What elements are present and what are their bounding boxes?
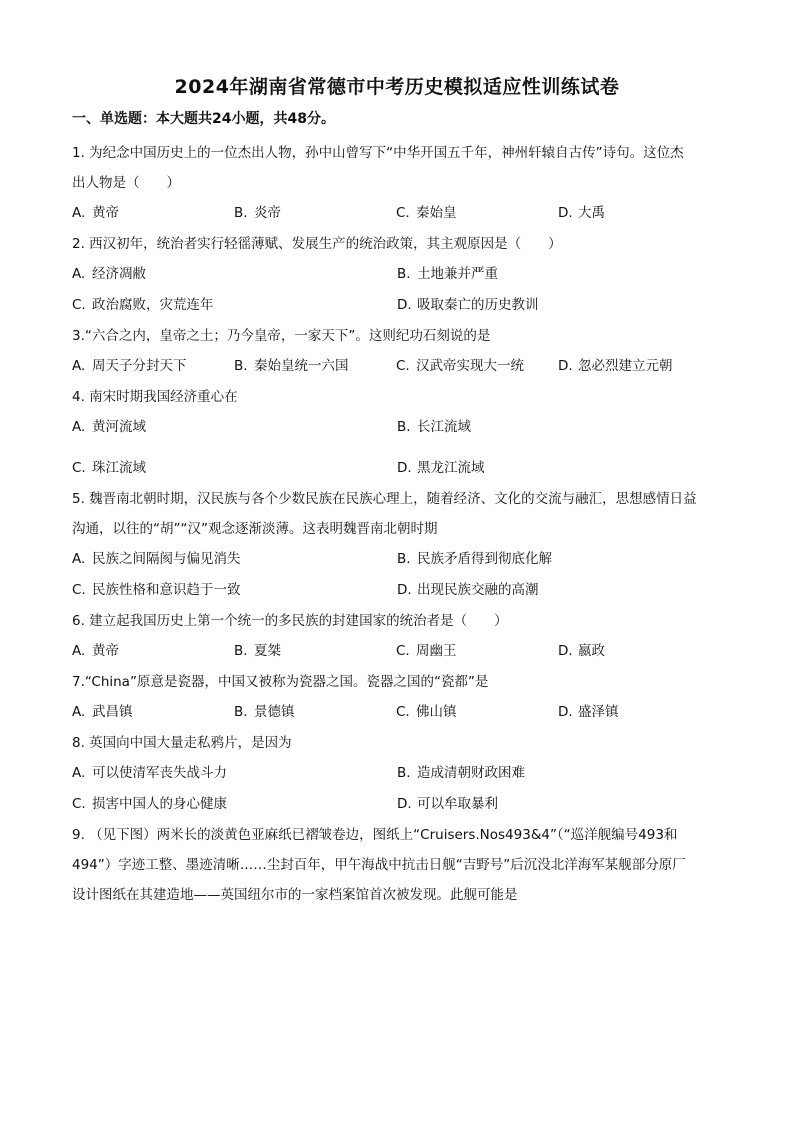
option-text: 土地兼并严重 — [417, 266, 498, 282]
option-row — [72, 758, 732, 789]
option-d — [397, 290, 722, 321]
option-text: 可以使清军丧失战斗力 — [92, 765, 227, 781]
option-a — [72, 636, 234, 667]
option-label: C. — [72, 582, 86, 598]
option-text: 盛泽镇 — [578, 704, 619, 720]
question-3 — [72, 321, 732, 382]
option-label: C. — [72, 297, 86, 313]
option-row — [72, 789, 732, 820]
question-stem: 8. 英国向中国大量走私鸦片，是因为 — [72, 735, 292, 751]
question-8 — [72, 728, 732, 820]
option-label: A. — [72, 266, 86, 282]
option-text: 珠江流域 — [92, 460, 146, 476]
option-d — [397, 453, 722, 484]
option-text: 黄河流域 — [92, 419, 146, 435]
option-c — [72, 290, 397, 321]
exam-title: 2024年湖南省常德市中考历史模拟适应性训练试卷 — [174, 76, 620, 98]
option-c — [396, 636, 558, 667]
option-text: 民族性格和意识趋于一致 — [92, 582, 241, 598]
option-row — [72, 198, 732, 229]
option-a — [72, 198, 234, 229]
option-d — [397, 575, 722, 606]
option-b — [234, 636, 396, 667]
option-c — [72, 789, 397, 820]
option-row — [72, 351, 732, 382]
question-stem: 7.“China”原意是瓷器，中国又被称为瓷器之国。瓷器之国的“瓷都”是 — [72, 674, 489, 690]
option-text: 黄帝 — [92, 205, 119, 221]
option-text: 秦始皇统一六国 — [254, 358, 349, 374]
option-label: C. — [396, 205, 410, 221]
option-d — [558, 351, 720, 382]
option-label: A. — [72, 358, 86, 374]
option-row — [72, 290, 732, 321]
option-text: 佛山镇 — [416, 704, 457, 720]
option-label: B. — [234, 358, 248, 374]
option-a — [72, 758, 397, 789]
option-label: C. — [396, 358, 410, 374]
section-heading: 一、单选题：本大题共24小题，共48分。 — [72, 111, 335, 127]
option-c — [396, 351, 558, 382]
option-text: 黄帝 — [92, 643, 119, 659]
option-label: C. — [396, 704, 410, 720]
option-label: A. — [72, 643, 86, 659]
option-c — [72, 575, 397, 606]
question-stem: 出人物是（ ） — [72, 175, 180, 191]
option-text: 经济凋敝 — [92, 266, 146, 282]
option-a — [72, 259, 397, 290]
option-text: 民族之间隔阂与偏见消失 — [92, 551, 241, 567]
question-stem: 沟通，以往的“胡”“汉”观念逐渐淡薄。这表明魏晋南北朝时期 — [72, 521, 438, 537]
option-a — [72, 351, 234, 382]
option-label: B. — [397, 266, 411, 282]
option-b — [397, 412, 722, 443]
option-label: A. — [72, 765, 86, 781]
option-label: C. — [72, 460, 86, 476]
option-b — [397, 758, 722, 789]
option-label: D. — [558, 358, 573, 374]
option-text: 政治腐败，灾荒连年 — [92, 297, 214, 313]
option-label: D. — [558, 704, 573, 720]
option-text: 民族矛盾得到彻底化解 — [417, 551, 552, 567]
option-text: 炎帝 — [254, 205, 281, 221]
option-label: A. — [72, 551, 86, 567]
option-text: 周幽王 — [416, 643, 457, 659]
option-d — [558, 697, 720, 728]
option-label: D. — [558, 205, 573, 221]
option-label: B. — [397, 419, 411, 435]
question-1 — [72, 138, 732, 229]
option-a — [72, 412, 397, 443]
option-text: 损害中国人的身心健康 — [92, 796, 227, 812]
option-row — [72, 544, 732, 575]
option-text: 吸取秦亡的历史教训 — [417, 297, 539, 313]
question-stem: 494”）字迹工整、墨迹清晰……尘封百年，甲午海战中抗击日舰“吉野号”后沉没北洋海军某舰部分原厂 — [72, 857, 686, 873]
option-row — [72, 636, 732, 667]
option-label: A. — [72, 419, 86, 435]
option-label: D. — [397, 460, 412, 476]
option-text: 可以牟取暴利 — [417, 796, 498, 812]
option-a — [72, 544, 397, 575]
question-7 — [72, 667, 732, 728]
question-stem: 4. 南宋时期我国经济重心在 — [72, 389, 238, 405]
option-label: B. — [397, 551, 411, 567]
option-d — [558, 636, 720, 667]
question-stem: 2. 西汉初年，统治者实行轻徭薄赋、发展生产的统治政策，其主观原因是（ ） — [72, 236, 562, 252]
option-label: D. — [397, 582, 412, 598]
option-b — [234, 351, 396, 382]
option-text: 武昌镇 — [92, 704, 133, 720]
question-4 — [72, 382, 732, 484]
option-label: D. — [558, 643, 573, 659]
option-a — [72, 697, 234, 728]
option-row — [72, 453, 732, 484]
option-label: C. — [72, 796, 86, 812]
question-stem: 3.“六合之内，皇帝之土；乃今皇帝，一家天下”。这则纪功石刻说的是 — [72, 328, 491, 344]
question-9 — [72, 820, 732, 910]
option-label: A. — [72, 704, 86, 720]
question-stem: 6. 建立起我国历史上第一个统一的多民族的封建国家的统治者是（ ） — [72, 613, 508, 629]
option-text: 大禹 — [578, 205, 605, 221]
option-text: 黑龙江流域 — [417, 460, 485, 476]
option-text: 汉武帝实现大一统 — [416, 358, 524, 374]
option-c — [396, 697, 558, 728]
option-label: B. — [234, 643, 248, 659]
option-text: 造成清朝财政困难 — [417, 765, 525, 781]
option-text: 出现民族交融的高潮 — [417, 582, 539, 598]
option-b — [397, 544, 722, 575]
option-label: B. — [234, 205, 248, 221]
question-2 — [72, 229, 732, 321]
question-6 — [72, 606, 732, 667]
option-b — [397, 259, 722, 290]
option-text: 景德镇 — [254, 704, 295, 720]
question-stem: 1. 为纪念中国历史上的一位杰出人物，孙中山曾写下“中华开国五千年，神州轩辕自古传”诗句。这位杰 — [72, 145, 684, 161]
option-c — [72, 453, 397, 484]
option-b — [234, 198, 396, 229]
option-row — [72, 259, 732, 290]
option-row — [72, 575, 732, 606]
option-c — [396, 198, 558, 229]
option-label: B. — [234, 704, 248, 720]
option-b — [234, 697, 396, 728]
question-list — [72, 138, 732, 910]
question-5 — [72, 484, 732, 606]
option-label: C. — [396, 643, 410, 659]
option-text: 嬴政 — [578, 643, 605, 659]
question-stem: 设计图纸在其建造地——英国纽尔市的一家档案馆首次被发现。此舰可能是 — [72, 887, 518, 903]
option-d — [397, 789, 722, 820]
option-label: D. — [397, 796, 412, 812]
option-text: 夏桀 — [254, 643, 281, 659]
option-text: 长江流域 — [417, 419, 471, 435]
option-text: 周天子分封天下 — [92, 358, 187, 374]
option-row — [72, 412, 732, 443]
option-label: D. — [397, 297, 412, 313]
option-label: B. — [397, 765, 411, 781]
option-row — [72, 697, 732, 728]
question-stem: 5. 魏晋南北朝时期，汉民族与各个少数民族在民族心理上，随着经济、文化的交流与融汇，思想感情日益 — [72, 491, 697, 507]
question-stem: 9. （见下图）两米长的淡黄色亚麻纸已褶皱卷边，图纸上“Cruisers.Nos493&4”（“巡洋舰编号493和 — [72, 827, 678, 843]
option-label: A. — [72, 205, 86, 221]
option-text: 忽必烈建立元朝 — [578, 358, 673, 374]
option-text: 秦始皇 — [416, 205, 457, 221]
option-d — [558, 198, 720, 229]
